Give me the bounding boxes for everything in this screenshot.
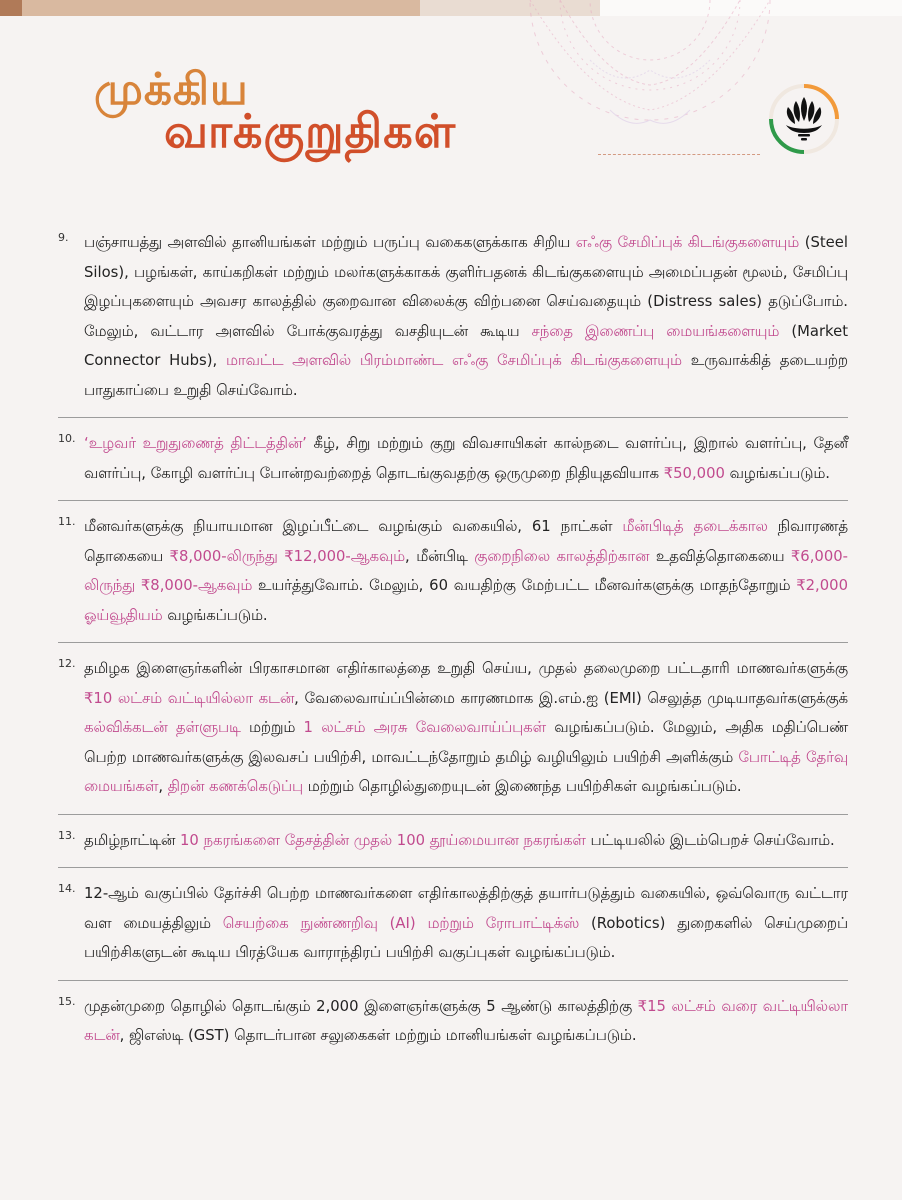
body-text: (Robotics) துறைகளில் செய்முறைப் பயிற்சிகளுடன் கூடிய பிரத்யேக வாராந்திரப் பயிற்சி வகுப்புகள் வழங்கப்படும். bbox=[84, 914, 848, 961]
highlight-text: செயற்கை நுண்ணறிவு (AI) மற்றும் ரோபாட்டிக்ஸ் bbox=[222, 914, 580, 932]
item-divider bbox=[58, 980, 848, 981]
body-text: தமிழக இளைஞர்களின் பிரகாசமான எதிர்காலத்தை உறுதி செய்ய, முதல் தலைமுறை பட்டதாரி மாணவர்களுக்கு bbox=[84, 660, 848, 677]
body-text: (Steel Silos), பழங்கள், காய்கறிகள் மற்றும் மலர்களுக்காகக் குளிர்பதனக் கிடங்குகளையும் அமைப்பதன் மூலம், சேமிப்பு இழப்புகளையும் அவசர காலத்தில் குறைவான விலைக்கு விற்பனை செய்வதையும் (Distress sales) தடுப்போம். மேலும், வட்டார அளவில் போக்குவரத்து வசதியுடன் கூடிய bbox=[84, 234, 848, 340]
banner-segment bbox=[0, 0, 22, 16]
item-text bbox=[84, 992, 848, 1051]
highlight-text: ₹6,000-லிருந்து ₹8,000-ஆகவும் bbox=[84, 547, 849, 594]
body-text: , மீன்பிடி bbox=[405, 547, 475, 565]
item-divider bbox=[58, 642, 848, 643]
item-divider bbox=[58, 500, 848, 501]
item-text bbox=[84, 826, 848, 856]
body-text: உருவாக்கித் தடையற்ற பாதுகாப்பை உறுதி செய்வோம். bbox=[84, 352, 848, 399]
item-text bbox=[84, 879, 848, 968]
promise-item bbox=[58, 228, 848, 405]
title-divider bbox=[598, 154, 760, 155]
page-title-line2: வாக்குறுதிகள் bbox=[164, 104, 457, 158]
item-number: 14. bbox=[58, 882, 76, 895]
item-text bbox=[84, 512, 848, 630]
body-text: மீனவர்களுக்கு நியாயமான இழப்பீட்டை வழங்கும் வகையில், 61 நாட்கள் bbox=[84, 518, 623, 535]
body-text: , bbox=[158, 778, 168, 795]
body-text: தமிழ்நாட்டின் bbox=[84, 831, 180, 849]
highlight-text: குறைநிலை காலத்திற்கான bbox=[474, 547, 650, 565]
item-text bbox=[84, 654, 848, 802]
highlight-text: ₹15 லட்சம் வரை வட்டியில்லா கடன் bbox=[84, 997, 848, 1044]
promise-item bbox=[58, 654, 848, 802]
item-number: 11. bbox=[58, 515, 76, 528]
highlight-text: திறன் கணக்கெடுப்பு bbox=[167, 778, 304, 795]
item-text bbox=[84, 429, 848, 488]
item-number: 12. bbox=[58, 657, 76, 670]
highlight-text: கல்விக்கடன் தள்ளுபடி bbox=[84, 719, 241, 736]
body-text: வழங்கப்படும். bbox=[162, 606, 268, 624]
body-text: , வேலைவாய்ப்பின்மை காரணமாக இ.எம்.ஐ (EMI) செலுத்த முடியாதவர்களுக்குக் bbox=[294, 689, 848, 707]
body-text: நிவாரணத் தொகையை bbox=[84, 518, 848, 565]
banner-segment bbox=[22, 0, 420, 16]
item-number: 15. bbox=[58, 994, 76, 1008]
body-text: மற்றும் bbox=[240, 719, 304, 736]
item-divider bbox=[58, 417, 848, 418]
highlight-text: போட்டித் தேர்வு மையங்கள் bbox=[84, 748, 849, 795]
body-text: 12-ஆம் வகுப்பில் தேர்ச்சி பெற்ற மாணவர்களை எதிர்காலத்திற்குத் தயார்படுத்தும் வகையில், ஒவ்வொரு வட்டார வள மையத்திலும் bbox=[84, 885, 848, 932]
body-text: பஞ்சாயத்து அளவில் தானியங்கள் மற்றும் பருப்பு வகைகளுக்காக சிறிய bbox=[84, 234, 576, 251]
body-text: வழங்கப்படும். bbox=[724, 464, 830, 482]
promise-item bbox=[58, 879, 848, 968]
promise-item bbox=[58, 826, 848, 856]
body-text: வழங்கப்படும். மேலும், அதிக மதிப்பெண் பெற்ற மாணவர்களுக்கு இலவசப் பயிற்சி, மாவட்டந்தோறும் தமிழ் வழியிலும் பயிற்சி அளிக்கும் bbox=[84, 719, 848, 766]
highlight-text: ‘உழவர் உறுதுணைத் திட்டத்தின்’ bbox=[84, 435, 307, 452]
item-number: 13. bbox=[58, 828, 76, 842]
item-text bbox=[84, 228, 848, 405]
body-text: உதவித்தொகையை bbox=[649, 547, 791, 565]
page-title-line1: முக்கிய bbox=[94, 64, 249, 115]
item-divider bbox=[58, 867, 848, 868]
highlight-text: ₹8,000-லிருந்து ₹12,000-ஆகவும் bbox=[169, 547, 406, 565]
highlight-text: ₹10 லட்சம் வட்டியில்லா கடன் bbox=[84, 689, 295, 707]
body-text: பட்டியலில் இடம்பெறச் செய்வோம். bbox=[585, 831, 835, 849]
highlight-text: ₹50,000 bbox=[663, 464, 725, 482]
item-number: 10. bbox=[58, 432, 76, 445]
promise-item bbox=[58, 429, 848, 488]
body-text: கீழ், சிறு மற்றும் குறு விவசாயிகள் கால்நடை வளர்ப்பு, இறால் வளர்ப்பு, தேனீ வளர்ப்பு, கோழி வளர்ப்பு போன்றவற்றைத் தொடங்குவதற்கு ஒருமுறை நிதியுதவியாக bbox=[84, 435, 848, 482]
promise-item bbox=[58, 992, 848, 1051]
promise-list bbox=[58, 228, 848, 1051]
highlight-text: எஃகு சேமிப்புக் கிடங்குகளையும் bbox=[575, 234, 800, 251]
body-text: முதன்முறை தொழில் தொடங்கும் 2,000 இளைஞர்களுக்கு 5 ஆண்டு காலத்திற்கு bbox=[84, 997, 638, 1015]
highlight-text: ₹2,000 ஓய்வூதியம் bbox=[84, 577, 848, 624]
highlight-text: சந்தை இணைப்பு மையங்களையும் bbox=[531, 322, 780, 340]
body-text: , ஜிஎஸ்டி (GST) தொடர்பான சலுகைகள் மற்றும் மானியங்கள் வழங்கப்படும். bbox=[119, 1027, 637, 1044]
lotus-icon bbox=[768, 83, 840, 155]
item-divider bbox=[58, 814, 848, 815]
item-number: 9. bbox=[58, 231, 69, 244]
highlight-text: மீன்பிடித் தடைக்கால bbox=[622, 518, 768, 535]
promise-item bbox=[58, 512, 848, 630]
highlight-text: 10 நகரங்களை தேசத்தின் முதல் 100 தூய்மையான நகரங்கள் bbox=[179, 831, 586, 849]
body-text: மற்றும் தொழில்துறையுடன் இணைந்த பயிற்சிகள் வழங்கப்படும். bbox=[303, 778, 742, 795]
highlight-text: மாவட்ட அளவில் பிரம்மாண்ட எஃகு சேமிப்புக் கிடங்குகளையும் bbox=[226, 352, 682, 369]
body-text: (Market Connector Hubs), bbox=[84, 322, 849, 369]
highlight-text: 1 லட்சம் அரசு வேலைவாய்ப்புகள் bbox=[303, 719, 546, 736]
body-text: உயர்த்துவோம். மேலும், 60 வயதிற்கு மேற்பட்ட மீனவர்களுக்கு மாதந்தோறும் bbox=[252, 577, 797, 594]
